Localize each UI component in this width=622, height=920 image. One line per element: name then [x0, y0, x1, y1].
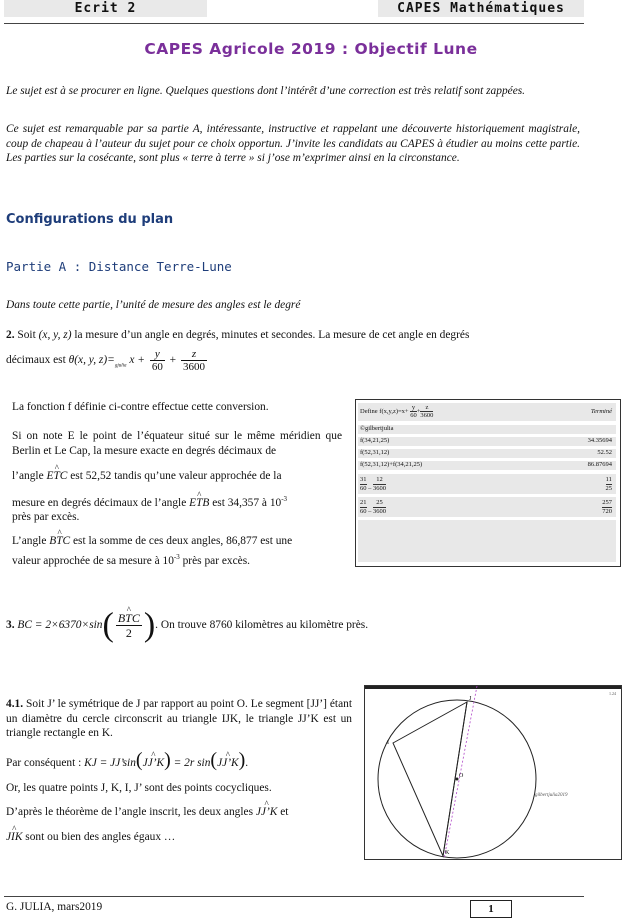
fraction-y-60: $\frac{y}{60}$ — [151, 347, 163, 373]
q3-formula: BC = 2×6370×sin — [17, 619, 103, 631]
fraction-z-3600: $\frac{z}{3600}$ — [182, 347, 205, 373]
q2-number: 2. — [6, 329, 15, 341]
footer-author: G. JULIA, mars2019 — [6, 901, 103, 913]
label-j: J — [469, 696, 472, 702]
page-number: 1 — [470, 900, 512, 918]
gjulia-subscript: gjulia — [114, 363, 127, 369]
intro-paragraph-1: Le sujet est à se procurer en ligne. Quelques questions dont l’intérêt d’une correction est très relatif sont zappées. — [6, 85, 526, 97]
q3-number: 3. — [6, 619, 15, 631]
calc-row: f(52,31,12)+f(34,21,25) 86.87694 — [358, 461, 616, 470]
function-text: La fonction f définie ci-contre effectue cette conversion. — [12, 401, 269, 413]
q2-line2 — [6, 347, 580, 379]
angle-etc-line: l’angle ^ ETC est 52,52 tandis qu’une valeur approchée de la — [12, 469, 342, 484]
page-title: CAPES Agricole 2019 : Objectif Lune — [144, 40, 478, 58]
header-right: CAPES Mathématiques — [378, 0, 584, 17]
approx-line: valeur approchée de sa mesure à $10^{-3}$ près par excès. — [12, 553, 250, 567]
calc-row: f(34,21,25) 34.35694 — [358, 437, 616, 446]
x-plus: x + — [129, 354, 145, 366]
geometry-figure — [364, 685, 622, 860]
q41-number: 4.1. — [6, 698, 24, 710]
equator-paragraph: Si on note E le point de l’équateur situé sur le même méridien que Berlin et Le Cap, la mesure exacte en degrés décimaux de — [12, 430, 342, 457]
calc-status: Terminé — [590, 408, 612, 415]
calculator-screen — [355, 399, 621, 567]
q2-line1 — [6, 328, 580, 343]
angle-btc: ^ BTC — [49, 534, 70, 549]
circle-diagram — [365, 686, 621, 859]
figure-corner-value: 1.24 — [609, 691, 616, 696]
angle-etb-line: mesure en degrés décimaux de l’angle ^ ETB est 34,357 à $10^{-3}$ — [12, 492, 342, 510]
label-o: O — [459, 773, 464, 779]
figure-watermark: gilbertjulia2019 — [535, 793, 568, 798]
intro-paragraph-2: Ce sujet est remarquable par sa partie A, intéressante, instructive et rappelant une découverte historiquement magistrale, coup de chapeau à l’auteur du sujet pour ce choix opportun. J’invite les candidats au CAPES à étudier au moins cette partie. Les parties sur la cosécante, sont plus « terre à terre » si j’ose m’exprimer ainsi en la circonstance. — [6, 123, 580, 164]
q41-paragraph — [6, 697, 352, 741]
header-rule — [4, 23, 584, 24]
calc-empty-area — [358, 520, 616, 562]
q2-text-c: décimaux est — [6, 354, 69, 366]
q3-fraction: ^ $\frac{\text{BTC}}{2}$ — [116, 611, 142, 640]
angle-etc: ^ ETC — [46, 469, 67, 484]
label-i: I — [387, 740, 389, 746]
q41-inscribed: D’après le théorème de l’angle inscrit, les deux angles ^ JJ’K et — [6, 805, 352, 820]
calc-row: ©gilbertjulia — [358, 425, 616, 434]
part-title: Partie A : Distance Terre-Lune — [6, 259, 232, 274]
q41-cocyclic: Or, les quatre points J, K, I, J’ sont des points cocycliques. — [6, 782, 272, 794]
q2-text-a: Soit — [14, 329, 39, 341]
label-k: K — [445, 850, 450, 856]
q2-text-b: la mesure d’un angle en degrés, minutes et secondes. La mesure de cet angle en degrés — [71, 329, 470, 341]
footer-rule — [4, 896, 584, 897]
q41-text: Soit J’ le symétrique de J par rapport au point O. Le segment [JJ’] étant un diamètre du cercle circonscrit au triangle IJK, le triangle JJ’K est un triangle rectangle en K. — [6, 698, 352, 739]
calc-frac-row: $\frac{31}{60}$ – $\frac{12}{3600}$ $\frac{11}{25}$ — [358, 474, 616, 494]
unit-note: Dans toute cette partie, l’unité de mesure des angles est le degré — [6, 299, 301, 311]
calc-row: f(52,31,12) 52.52 — [358, 449, 616, 458]
q41-consequence: Par conséquent : KJ = JJ’sin(^ JJ’K) = 2r sin(^ JJ’K). — [6, 748, 352, 775]
section-title: Configurations du plan — [6, 212, 174, 227]
q2-triple: (x, y, z) — [38, 329, 72, 341]
by-excess-line: près par excès. — [12, 511, 80, 523]
calc-frac-row: $\frac{21}{60}$ – $\frac{25}{3600}$ $\frac{257}{720}$ — [358, 497, 616, 517]
calc-define: Define f(x,y,z)=x+ $\frac{y}{60}$ + $\frac{z}{3600}$ — [360, 404, 434, 420]
q3-result: . On trouve 8760 kilomètres au kilomètre près. — [155, 619, 369, 631]
q41-equal: ^ JIK sont ou bien des angles égaux … — [6, 830, 352, 845]
theta-expression: θ(x, y, z)= — [68, 354, 115, 366]
q3-line: 3. BC = 2×6370×sin( ^ $\frac{\text{BTC}}{2}$ ). On trouve 8760 kilomètres au kilomètre près. — [6, 605, 580, 645]
angle-btc-line: L’angle ^ BTC est la somme de ces deux angles, 86,877 est une — [12, 534, 342, 549]
angle-etb: ^ ETB — [189, 496, 209, 511]
header-left: Ecrit 2 — [4, 0, 207, 17]
plus-sign: + — [169, 354, 177, 366]
calc-define-row — [358, 403, 616, 421]
